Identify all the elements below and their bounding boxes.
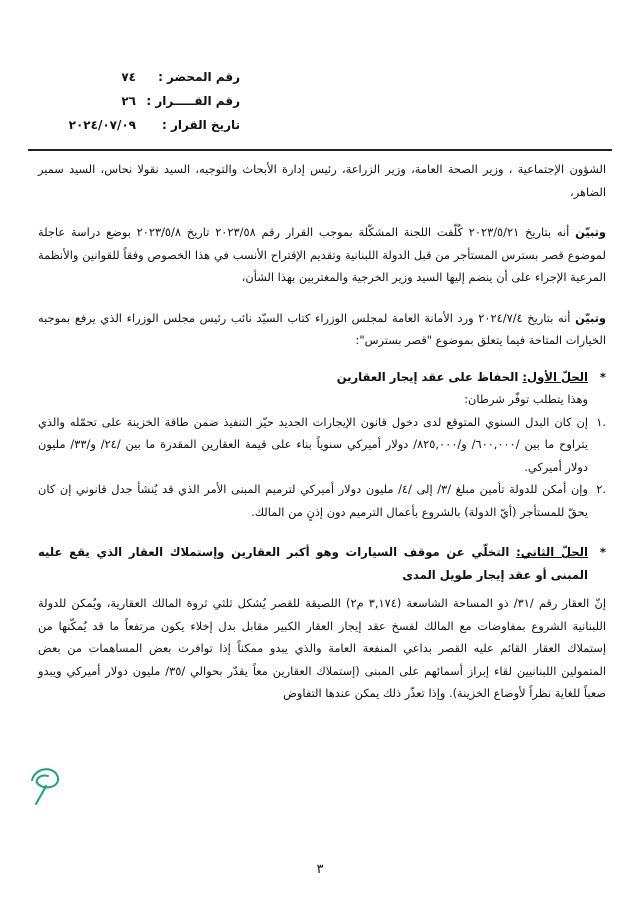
option-one-label: الحلّ الأول: bbox=[522, 369, 588, 384]
session-number-value: ٧٤ bbox=[121, 70, 136, 84]
decision-number-row bbox=[40, 94, 240, 118]
committee-paragraph bbox=[38, 221, 606, 289]
conditions-list bbox=[38, 411, 606, 524]
decision-number-label: رقم القـــــرار : bbox=[146, 94, 240, 108]
condition-item bbox=[38, 411, 606, 479]
option-one-subtitle: وهذا يتطلب توفّر شرطان: bbox=[464, 392, 588, 406]
header-divider bbox=[28, 149, 612, 151]
option-two-title: التخلّي عن موقف السيارات وهو أكبر العقارين وإستملاك العقار الذي يقع عليه المبنى أو عقد إيجار طويل المدى bbox=[38, 545, 588, 582]
condition-number: .٢ bbox=[596, 482, 606, 496]
session-number-label: رقم المحضر : bbox=[158, 70, 240, 84]
decision-date-value: ٢٠٢٤/٠٧/٠٩ bbox=[68, 118, 136, 132]
bullet-star: * bbox=[599, 545, 606, 559]
session-number-row bbox=[40, 70, 240, 94]
document-body bbox=[38, 158, 606, 705]
letter-paragraph bbox=[38, 307, 606, 352]
decision-meta bbox=[40, 70, 240, 142]
decision-number-value: ٢٦ bbox=[121, 94, 136, 108]
decision-date-row bbox=[40, 118, 240, 142]
property-paragraph: إنّ العقار رقم /٣١/ ذو المساحة الشاسعة (٣,١٧٤ م٢) اللصيقة للقصر يُشكل ثلثي ثروة المالك العقارية، ويُمكن للدولة اللبنانية الشروع بمفاوضات مع المالك لفسخ عقد إيجار العقار الكبير مقابل بدل إخلاء يكون مرتفعاً ما قد يُمكّنها من إستملاك العقار القائم عليه القصر بداعي المنفعة العامة والذي يبدو ممكناً إذا توافرت بعض المساهمات من بعض المتمولين اللبنانيين لقاء إبراز أسمائهم على المبنى (إستملاك العقارين معاً يقدّر بحوالي /٣٥/ مليون دولار أميركي ويبدو صعباً للغاية نظراً لأوضاع الخزينة). وإذا تعذّر ذلك يمكن عندها التفاوض bbox=[38, 596, 606, 700]
signature-mark bbox=[26, 760, 66, 810]
decision-date-label: تاريخ القرار : bbox=[162, 118, 240, 132]
condition-text: وإن أمكن للدولة تأمين مبلغ /٣/ إلى /٤/ مليون دولار أميركي لترميم المبنى الأمر الذي قد يُنشأ جدل قانوني إن كان يحقّ للمستأجر (أيّ الدولة) بالشروع بأعمال الترميم دون إذنٍ من المالك. bbox=[38, 482, 588, 519]
option-one-title: الحفاظ على عقد إيجار العقارين bbox=[336, 369, 519, 384]
letter-text: أنه بتاريخ ٢٠٢٤/٧/٤ ورد الأمانة العامة لمجلس الوزراء كتاب السيّد نائب رئيس مجلس الوزراء الذي يرفع بموجبه الخيارات المتاحة فيما يتعلق بموضوع "قصر بسترس": bbox=[38, 310, 606, 347]
condition-item bbox=[38, 478, 606, 523]
letter-lead: وتبيّن bbox=[575, 310, 606, 325]
page-number: ٣ bbox=[316, 862, 324, 877]
option-two-heading bbox=[38, 541, 606, 586]
attendees-paragraph: الشؤون الإجتماعية ، وزير الصحة العامة، وزير الزراعة، رئيس إدارة الأبحاث والتوجيه، السيد نقولا نحاس، السيد سمير الضاهر، bbox=[38, 162, 606, 199]
option-two-label: الحلّ الثاني: bbox=[516, 545, 588, 559]
condition-number: .١ bbox=[596, 414, 606, 429]
bullet-star: * bbox=[599, 369, 606, 384]
option-one-heading bbox=[38, 366, 606, 389]
condition-text: إن كان البدل السنوي المتوقع لدى دخول قانون الإيجارات الجديد حيّز التنفيذ ضمن طاقة الخزينة على تحمّله والذي يتراوح ما بين /٦٠٠,٠٠٠/ و/٨٢٥,٠٠٠/ دولار أميركي سنوياً بناء على قيمة العقارين المقدرة ما بين /٢٤/ و/٣٣/ مليون دولار أميركي. bbox=[38, 414, 588, 474]
committee-text: أنه بتاريخ ٢٠٢٣/٥/٢١ كُلّفت اللجنة المشكّلة بموجب القرار رقم ٢٠٢٣/٥٨ تاريخ ٢٠٢٣/٥/٨ بوضع دراسة عاجلة لموضوع قصر بسترس المستأجر من قبل الدولة اللبنانية وتقديم الإقتراح الأنسب في هذا الخصوص وفقاً للقوانين والأنظمة المرعية الإجراء على أن ينضم إليها السيد وزير الخرجية والمغتربين بهذا الشأن، bbox=[38, 225, 606, 284]
committee-lead: وتبيّن bbox=[575, 225, 606, 239]
